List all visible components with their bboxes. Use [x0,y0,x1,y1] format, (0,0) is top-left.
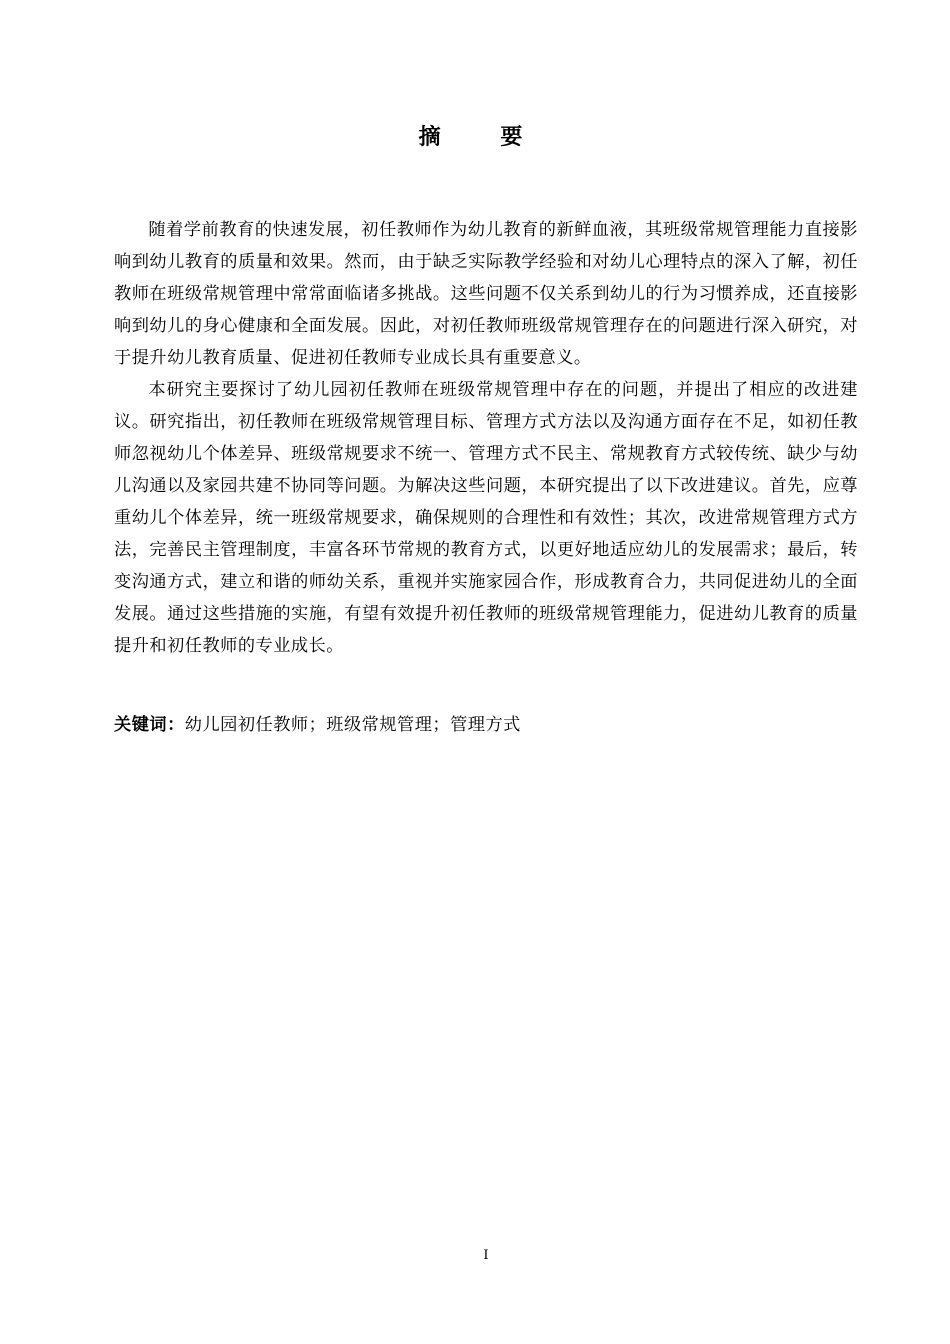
abstract-body [114,214,858,662]
abstract-paragraph-1: 随着学前教育的快速发展，初任教师作为幼儿教育的新鲜血液，其班级常规管理能力直接影响到幼儿教育的质量和效果。然而，由于缺乏实际教学经验和对幼儿心理特点的深入了解，初任教师在班级常规管理中常常面临诸多挑战。这些问题不仅关系到幼儿的行为习惯养成，还直接影响到幼儿的身心健康和全面发展。因此，对初任教师班级常规管理存在的问题进行深入研究，对于提升幼儿教育质量、促进初任教师专业成长具有重要意义。 [114,220,858,368]
abstract-title: 摘 要 [418,125,549,150]
page-number: I [483,1248,489,1263]
abstract-paragraph-2: 本研究主要探讨了幼儿园初任教师在班级常规管理中存在的问题，并提出了相应的改进建议。研究指出，初任教师在班级常规管理目标、管理方式方法以及沟通方面存在不足，如初任教师忽视幼儿个体差异、班级常规要求不统一、管理方式不民主、常规教育方式较传统、缺少与幼儿沟通以及家园共建不协同等问题。为解决这些问题，本研究提出了以下改进建议。首先，应尊重幼儿个体差异，统一班级常规要求，确保规则的合理性和有效性；其次，改进常规管理方式方法，完善民主管理制度，丰富各环节常规的教育方式，以更好地适应幼儿的发展需求；最后，转变沟通方式，建立和谐的师幼关系，重视并实施家园合作，形成教育合力，共同促进幼儿的全面发展。通过这些措施的实施，有望有效提升初任教师的班级常规管理能力，促进幼儿教育的质量提升和初任教师的专业成长。 [114,380,858,656]
keywords-text: 幼儿园初任教师；班级常规管理；管理方式 [184,715,521,735]
keywords-line [114,709,858,741]
keywords-label: 关键词： [114,715,185,735]
